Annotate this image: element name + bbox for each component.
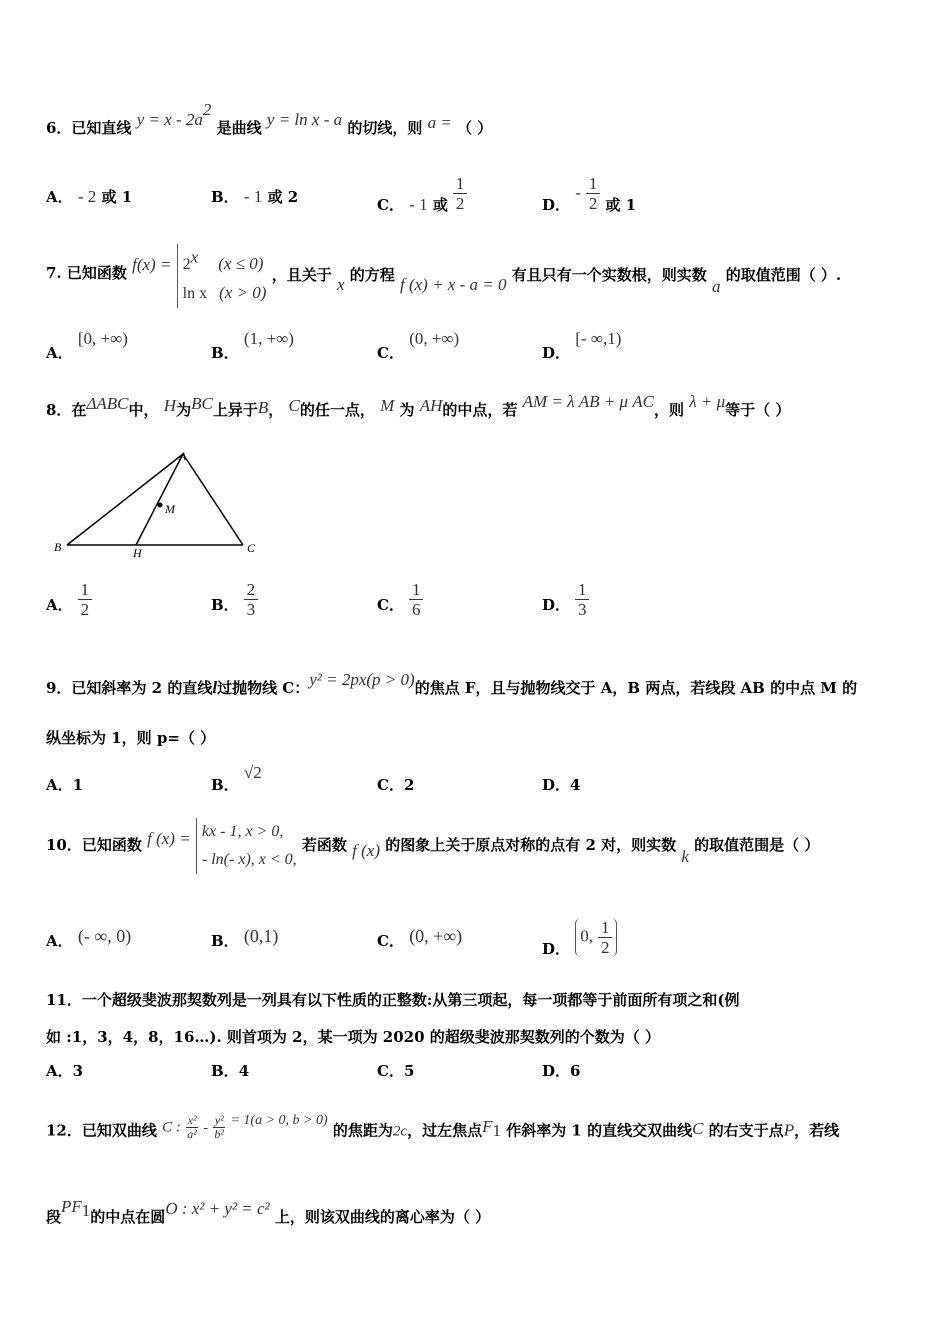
q8-option-d[interactable]: D． $\frac{1}{3}$ [542,580,589,619]
q7-piecewise: 2$^x$ (x ≤ 0) ln x (x > 0) [177,244,267,308]
q10-option-a[interactable]: A． (- ∞, 0) [46,926,132,950]
q6-c-fraction: $\frac{1}{2}$ [453,174,467,213]
side-ab [67,454,183,545]
q10-option-b[interactable]: B． (0,1) [211,926,279,950]
q7-option-c[interactable]: C． (0, +∞) [377,329,460,362]
question-11: 11．一个超级斐波那契数列是一列具有以下性质的正整数:从第三项起，每一项都等于前面所有项之和(例 [46,991,740,1009]
q6-option-a[interactable]: A． - 2 或 1 [46,187,133,206]
question-12: 12．已知双曲线 C : $\frac{\text{x²}}{\text{a²}}$ - $\frac{\text{y²}}{\text{b²}}$ = 1(a > 0, b > 0) 的焦距为2c，过左焦点$F_1$ 作斜率为 1 的直线交双曲线C 的右支于点P，若线 [46,1112,840,1141]
q10-piecewise: kx - 1, x > 0, - ln(- x), x < 0, [196,818,297,874]
q9-option-d[interactable]: D．4 [542,776,581,794]
side-ac [183,454,243,545]
q12-hyperbola: C : $\frac{\text{x²}}{\text{a²}}$ - $\frac{\text{y²}}{\text{b²}}$ = 1(a > 0, b > 0) [162,1112,328,1141]
question-10: 10．已知函数 f (x) = kx - 1, x > 0, - ln(- x), x < 0, 若函数 f (x) 的图象上关于原点对称的点有 2 对，则实数 k 的取值范围是（ ） [46,818,819,874]
point-m [158,503,163,508]
q6-d-fraction: $\frac{1}{2}$ [586,174,600,213]
q10-option-c[interactable]: C． (0, +∞) [377,926,463,950]
q8-option-a[interactable]: A． $\frac{1}{2}$ [46,580,92,619]
q11-option-a[interactable]: A．3 [46,1062,84,1080]
q6-curve-equation: y = ln x - a [266,110,343,129]
q6-mid1: 是曲线 [216,119,262,137]
q11-option-c[interactable]: C．5 [377,1062,415,1080]
question-6: 6．已知直线 $y = x - 2a^2$ 是曲线 y = ln x - a 的切线，则 a = （ ） [46,100,493,137]
segment-ah [136,454,183,545]
q6-prefix: 6．已知直线 [46,119,132,137]
q11-option-d[interactable]: D．6 [542,1062,581,1080]
triangle-figure [50,446,270,564]
q6-option-d[interactable]: D． - $\frac{1}{2}$ 或 1 [542,174,637,214]
q6-option-c[interactable]: C． - 1 或 $\frac{1}{2}$ [377,162,467,201]
q9-option-a[interactable]: A．1 [46,776,84,794]
q7-option-a[interactable]: A． [0, +∞) [46,329,128,362]
q8-option-c[interactable]: C． $\frac{1}{6}$ [377,580,423,619]
q7-option-d[interactable]: D． [- ∞,1) [542,329,622,362]
q8-option-b[interactable]: B． $\frac{2}{3}$ [211,580,258,619]
label-m: M [165,502,175,516]
q6-mid2: 的切线，则 [347,119,423,137]
q9-option-c[interactable]: C．2 [377,776,415,794]
question-12-line2: 段$PF_1$的中点在圆O : x² + y² = c² 上，则该双曲线的离心率为（ ） [46,1197,491,1226]
label-c: C [247,541,256,555]
question-8: 8．在ΔABC中， H为BC上异于B， C的任一点， M 为 AH的中点，若 AM = λ AB + μ AC，则 λ + μ等于（ ） [46,392,791,419]
question-11-line2: 如 :1，3，4，8，16…). 则首项为 2，某一项为 2020 的超级斐波那契数列的个数为（ ） [46,1028,660,1046]
q6-option-b[interactable]: B． - 1 或 2 [211,187,299,206]
question-9: 9．已知斜率为 2 的直线l过抛物线 C：y² = 2px(p > 0)的焦点 F，且与抛物线交于 A，B 两点，若线段 AB 的中点 M 的 [46,670,858,697]
q6-line-equation: y = x - 2a [136,110,203,129]
q6-a-equals: a = [427,113,452,132]
q11-option-b[interactable]: B．4 [211,1062,250,1080]
label-b: B [54,540,62,554]
q10-option-d[interactable]: D． 0, $\frac{1}{2}$ [542,904,617,943]
q9-option-b[interactable]: B． √2 [211,763,262,794]
label-h: H [133,546,142,560]
label-a: A [179,449,187,463]
question-9-line2: 纵坐标为 1，则 p=（ ） [46,729,216,747]
q6-suffix: （ ） [457,119,493,137]
q7-option-b[interactable]: B． (1, +∞) [211,329,294,362]
question-7: 7. 已知函数 f(x) = 2$^x$ (x ≤ 0) ln x (x > 0) ，且关于 x 的方程 f (x) + x - a = 0 有且只有一个实数根，则实数 a 的取值范围（ ）. [46,244,841,308]
